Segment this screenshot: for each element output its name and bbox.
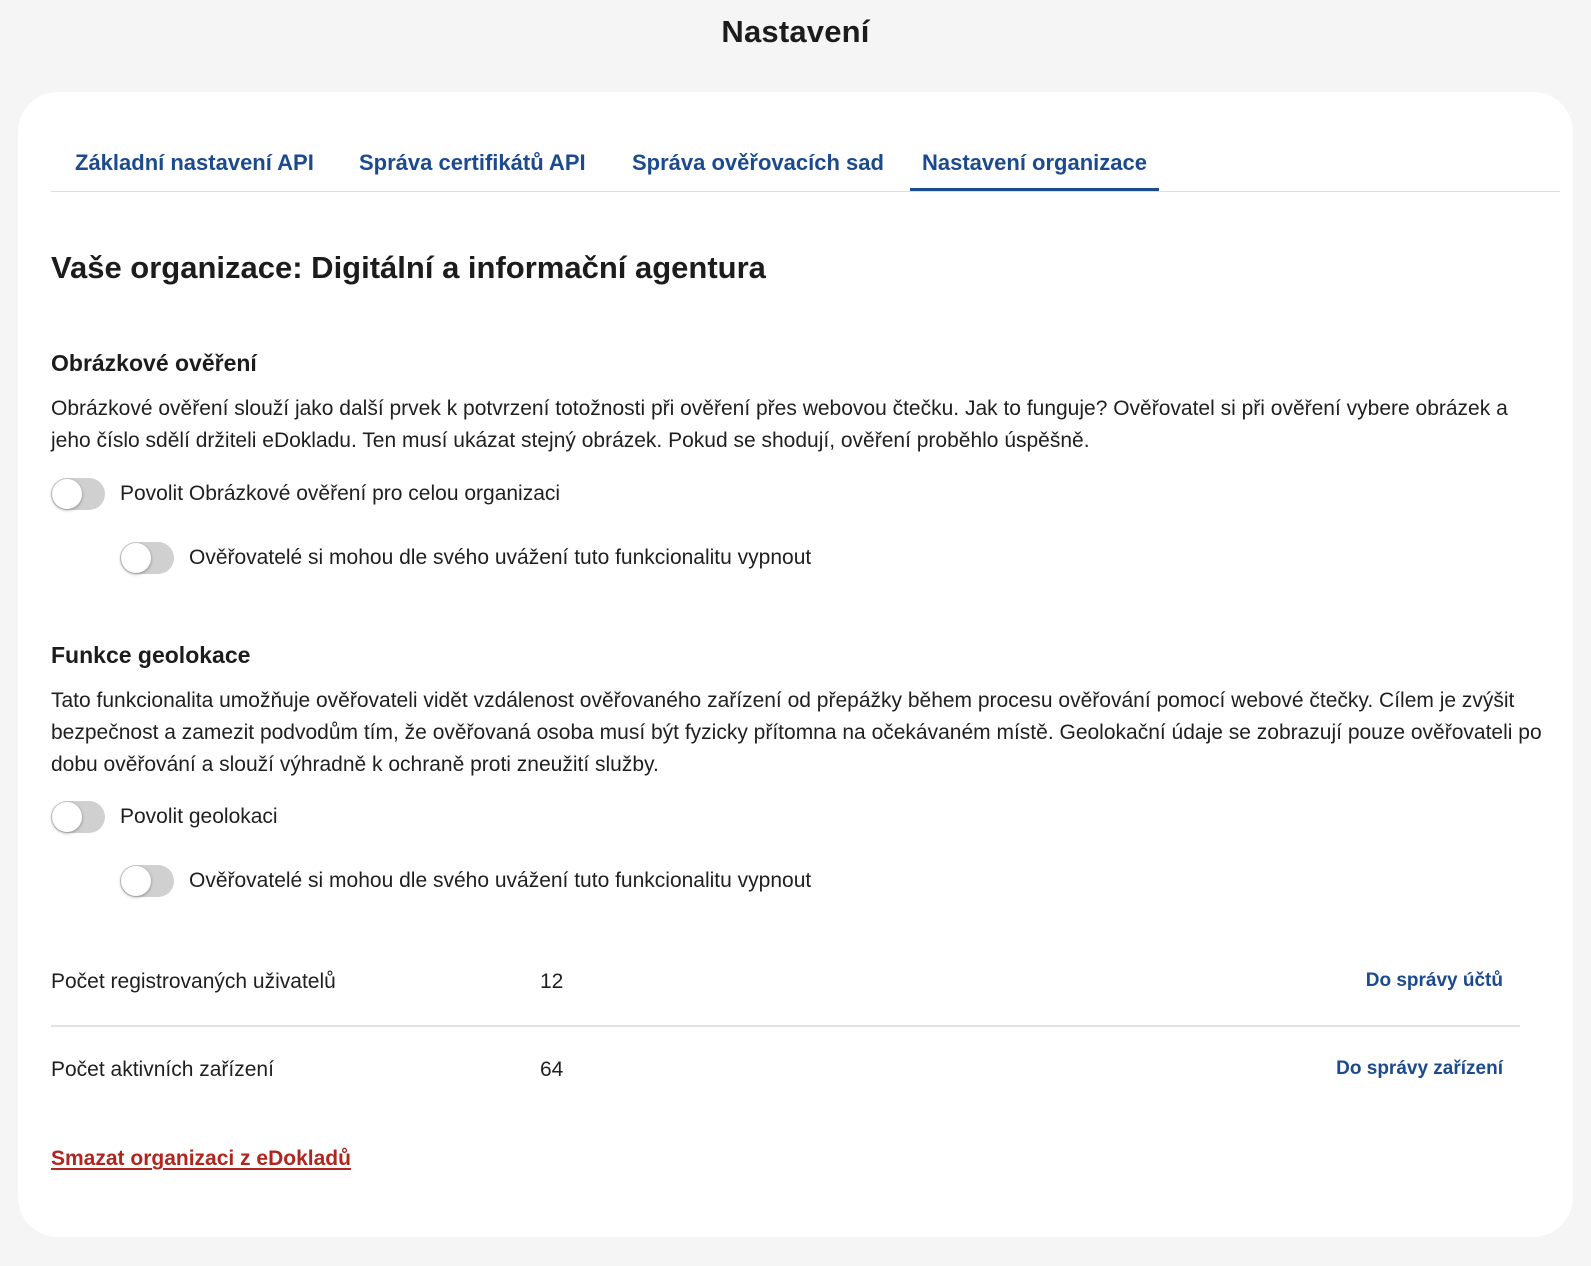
registered-users-label: Počet registrovaných uživatelů xyxy=(51,970,336,993)
page-title: Nastavení xyxy=(721,14,870,49)
geolocation-description: Tato funkcionalita umožňuje ověřovateli vidět vzdálenost ověřovaného zařízení od přepážky během procesu ověřování pomocí webové čtečky. Cílem je zvýšit bezpečnost a zamezit podvodům tím, že ověřovaná osoba musí být fyzicky přítomna na očekávaném místě. Geolokační údaje se zobrazují pouze ověřovateli po dobu ověřování a slouží výhradně k ochraně proti zneužití služby. xyxy=(51,689,1542,776)
geolocation-enable-label: Povolit geolokaci xyxy=(120,805,278,828)
tab-basic-api-settings[interactable]: Základní nastavení API xyxy=(75,150,314,175)
manage-accounts-link[interactable]: Do správy účtů xyxy=(1365,970,1503,991)
active-devices-label: Počet aktivních zařízení xyxy=(51,1058,274,1081)
active-devices-count: 64 xyxy=(540,1058,564,1081)
stats-divider xyxy=(51,1025,1520,1027)
image-verification-enable-row xyxy=(51,477,560,511)
delete-organization-link[interactable]: Smazat organizaci z eDokladů xyxy=(51,1147,351,1170)
tab-organization-settings[interactable]: Nastavení organizace xyxy=(910,144,1159,191)
geolocation-optout-row xyxy=(120,864,811,898)
toggle-knob xyxy=(121,866,151,896)
toggle-knob xyxy=(52,479,82,509)
image-verification-optout-label: Ověřovatelé si mohou dle svého uvážení tuto funkcionalitu vypnout xyxy=(189,546,812,569)
image-verification-enable-label: Povolit Obrázkové ověření pro celou organizaci xyxy=(120,482,561,505)
image-verification-description: Obrázkové ověření slouží jako další prvek k potvrzení totožnosti při ověření přes webovou čtečku. Jak to funguje? Ověřovatel si při ověření vybere obrázek a jeho číslo sdělí držiteli eDokladu. Ten musí ukázat stejný obrázek. Pokud se shodují, ověření proběhlo úspěšně. xyxy=(51,397,1508,452)
image-verification-optout-row xyxy=(120,541,811,575)
image-verification-enable-toggle[interactable] xyxy=(51,478,105,510)
tab-verification-sets[interactable]: Správa ověřovacích sad xyxy=(632,150,884,175)
geolocation-enable-row xyxy=(51,800,278,834)
toggle-knob xyxy=(121,543,151,573)
settings-content xyxy=(51,92,1560,1237)
registered-users-row xyxy=(51,952,1520,1012)
image-verification-optout-toggle[interactable] xyxy=(120,542,174,574)
image-verification-title: Obrázkové ověření xyxy=(51,350,257,376)
active-devices-row xyxy=(51,1040,1520,1100)
manage-devices-link[interactable]: Do správy zařízení xyxy=(1336,1058,1503,1079)
geolocation-optout-toggle[interactable] xyxy=(120,865,174,897)
registered-users-count: 12 xyxy=(540,970,564,993)
tab-bar xyxy=(51,144,1560,192)
tab-api-certificates[interactable]: Správa certifikátů API xyxy=(359,150,586,175)
organization-title: Vaše organizace: Digitální a informační agentura xyxy=(51,250,766,285)
geolocation-title: Funkce geolokace xyxy=(51,642,251,668)
geolocation-enable-toggle[interactable] xyxy=(51,801,105,833)
toggle-knob xyxy=(52,802,82,832)
settings-card xyxy=(18,92,1573,1237)
geolocation-optout-label: Ověřovatelé si mohou dle svého uvážení tuto funkcionalitu vypnout xyxy=(189,869,812,892)
